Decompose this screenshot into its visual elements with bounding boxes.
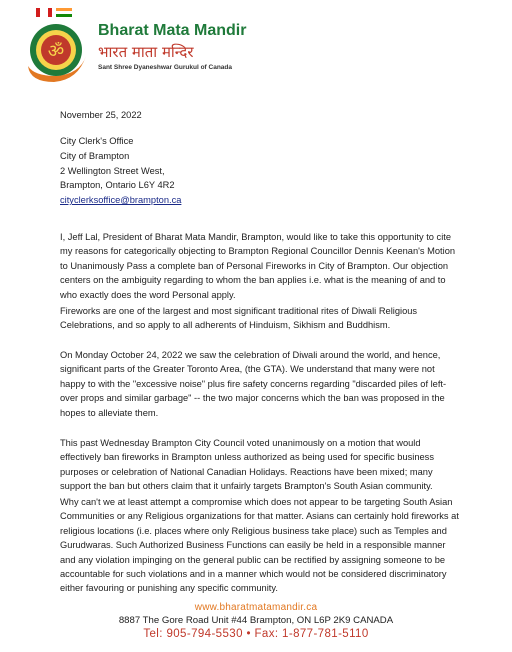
- organization-subtitle: Sant Shree Dyaneshwar Gurukul of Canada: [98, 64, 233, 71]
- paragraph: I, Jeff Lal, President of Bharat Mata Mandir, Brampton, would like to take this opportunity to cite my reasons for categorically objecting to Brampton Regional Councillor Dennis Keenan's Motion to Unanimously Pass a complete ban of Personal Fireworks in City of Brampton. Our objection centers on the ambiguity regarding to whom the ban applies i.e. what is the meaning of and to who exactly does the word Personal apply.: [60, 232, 456, 300]
- footer: [0, 602, 512, 640]
- paragraph: This past Wednesday Brampton City Council voted unanimously on a motion that would effectively ban fireworks in Brampton unless authorized as being used for specific business purposes or celebration of National Canadian Holidays. Reactions have been mixed; many support the ban but others claim that it unfairly targets Brampton's South Asian community.: [60, 438, 434, 492]
- letter-date: November 25, 2022: [60, 110, 142, 120]
- website-link[interactable]: www.bharatmatamandir.ca: [194, 602, 318, 613]
- footer-address: 8887 The Gore Road Unit #44 Brampton, ON L6P 2K9 CANADA: [118, 615, 394, 626]
- footer-phone-fax: Tel: 905-794-5530 • Fax: 1-877-781-5110: [143, 628, 369, 640]
- flags-icon: [36, 8, 76, 18]
- address-line: 2 Wellington Street West,: [60, 165, 165, 176]
- recipient-email-link[interactable]: cityclerksoffice@brampton.ca: [60, 195, 182, 206]
- address-line: City of Brampton: [60, 150, 130, 161]
- letterhead: [10, 6, 310, 86]
- canada-flag-icon: [36, 8, 52, 17]
- paragraph: On Monday October 24, 2022 we saw the celebration of Diwali around the world, and hence, significant parts of the Greater Toronto Area, (the GTA). We understand that many were not happy to with the "excessive noise" plus fire safety concerns regarding "discarded piles of left-over props and similar garbage" -- the two major concerns which the ban was proposed in the hopes to alleviate them.: [60, 350, 447, 418]
- address-line: Brampton, Ontario L6Y 4R2: [60, 180, 175, 191]
- organization-name: Bharat Mata Mandir: [98, 22, 247, 39]
- india-flag-icon: [56, 8, 72, 17]
- temple-logo-icon: [24, 20, 88, 84]
- organization-name-hindi: भारत माता मन्दिर: [98, 43, 194, 61]
- address-line: City Clerk's Office: [60, 136, 134, 146]
- paragraph: Fireworks are one of the largest and most significant traditional rites of Diwali Religious Celebrations, and so apply to all adherents of Hinduism, Sikhism and Buddhism.: [60, 306, 418, 331]
- recipient-address: [60, 134, 460, 208]
- om-symbol: ॐ: [47, 41, 65, 62]
- paragraph: Why can't we at least attempt a compromise which does not appear to be targeting South Asian Communities or any Religious organizations for that matter. Asians can certainly hold fireworks at religious locations (i.e. places where only Religious business take place) such as Temples and Gurudwaras. Such Authorized Business Functions can easily be held in a responsible manner and any violation impinging on the general public can be rectified by assigning someone to be accountable for such violations and in a manner which would not be considered discriminatory either favouring or punishing any specific community.: [60, 497, 459, 594]
